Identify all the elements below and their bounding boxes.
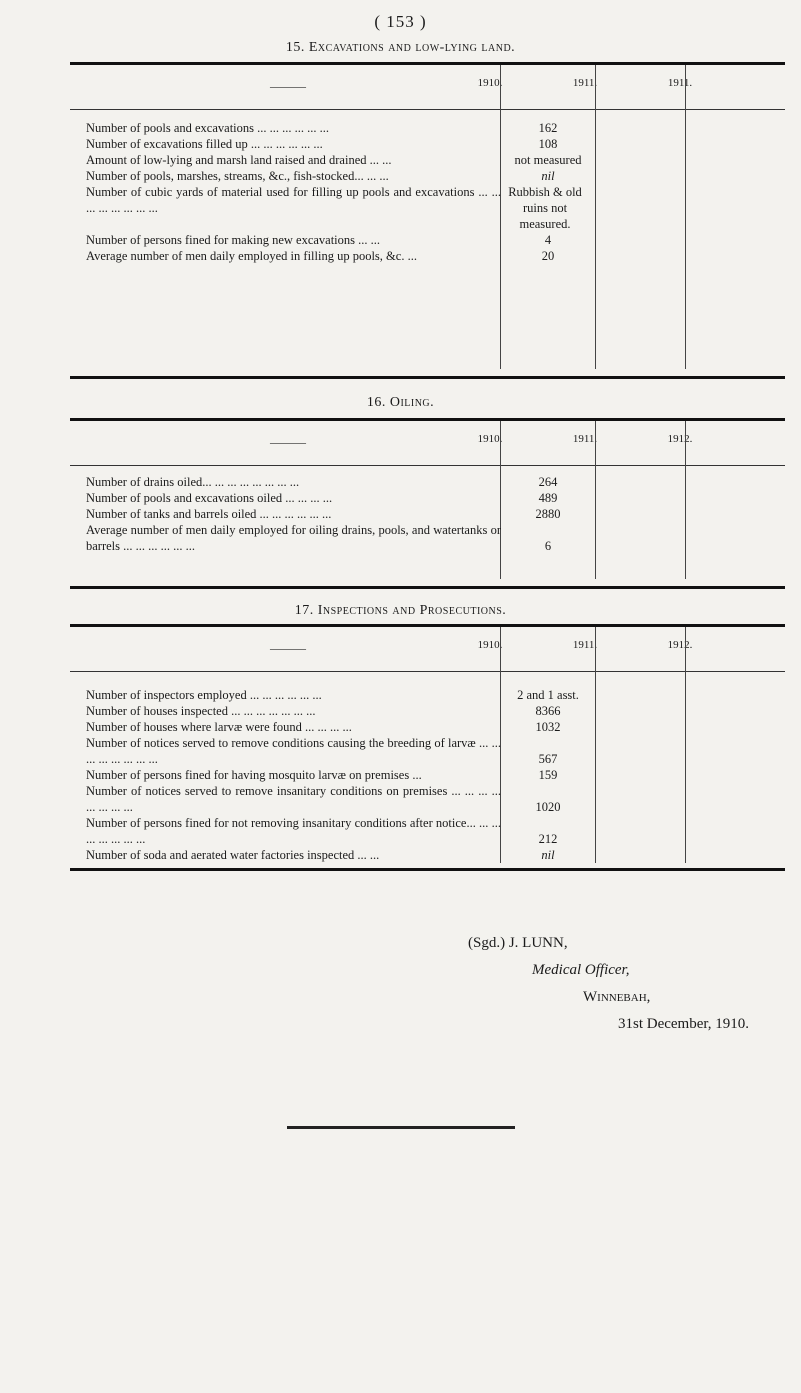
table-row: Number of persons fined for having mosquito larvæ on premises ... bbox=[86, 768, 422, 782]
column-header-1911: 1911. bbox=[572, 433, 598, 445]
cell-value: 8366 bbox=[535, 704, 561, 718]
table-row: Number of houses inspected ... ... ... ... ... ... ... bbox=[86, 704, 316, 718]
table-row: Number of notices served to remove conditions causing the breeding of larvæ ... ... ... ... ... ... ... ... bbox=[86, 736, 501, 766]
column-header-1910: 1910. bbox=[477, 433, 503, 445]
signature-place: Winnebah, bbox=[583, 989, 651, 1005]
column-header-1910: 1910. bbox=[477, 639, 503, 651]
column-header-1911: 1911. bbox=[572, 639, 598, 651]
page-number: ( 153 ) bbox=[374, 12, 427, 31]
section-title-inspections: 17. Inspections and Prosecutions. bbox=[294, 603, 507, 618]
table-row: Number of soda and aerated water factories inspected ... ... bbox=[86, 848, 380, 862]
section-title-oiling: 16. Oiling. bbox=[366, 395, 435, 410]
cell-value: 4 bbox=[544, 233, 552, 247]
column-header-1911b: 1911. bbox=[667, 77, 693, 89]
table-row: Amount of low-lying and marsh land raised and drained ... ... bbox=[86, 153, 392, 167]
table-row: Average number of men daily employed in filling up pools, &c. ... bbox=[86, 249, 417, 263]
table-row: Average number of men daily employed for oiling drains, pools, and watertanks or barrels ... ... ... ... ... ... bbox=[86, 523, 501, 553]
cell-value: 1032 bbox=[535, 720, 561, 734]
table-row: Number of tanks and barrels oiled ... ... ... ... ... ... bbox=[86, 507, 332, 521]
table-row: Number of pools, marshes, streams, &c., fish-stocked... ... ... bbox=[86, 169, 389, 183]
table-row: Number of notices served to remove insanitary conditions on premises ... ... ... ... ... ... ... ... bbox=[86, 784, 501, 814]
column-header-1910: 1910. bbox=[477, 77, 503, 89]
table-excavations bbox=[70, 62, 785, 380]
table-stub: ——— bbox=[270, 79, 306, 93]
cell-value: 20 bbox=[541, 249, 555, 263]
cell-value: 108 bbox=[538, 137, 558, 151]
table-row: Number of persons fined for not removing insanitary conditions after notice... ... ... ... ... ... ... ... bbox=[86, 816, 501, 846]
cell-value: nil bbox=[541, 169, 555, 183]
cell-value: 212 bbox=[538, 832, 558, 846]
table-row: Number of persons fined for making new excavations ... ... bbox=[86, 233, 381, 247]
table-stub: ——— bbox=[270, 435, 306, 449]
cell-value: 1020 bbox=[535, 800, 561, 814]
cell-value: nil bbox=[541, 848, 555, 862]
cell-value: Rubbish & old ruins not measured. bbox=[508, 185, 582, 231]
signature-name: (Sgd.) J. LUNN, bbox=[468, 935, 568, 951]
cell-value: 567 bbox=[538, 752, 558, 766]
cell-value: 489 bbox=[538, 491, 558, 505]
cell-value: 159 bbox=[538, 768, 558, 782]
signature-date: 31st December, 1910. bbox=[618, 1016, 750, 1032]
cell-value: 2 and 1 asst. bbox=[517, 688, 579, 702]
section-title-excavations: 15. Excavations and low-lying land. bbox=[285, 40, 516, 55]
table-row: Number of excavations filled up ... ... ... ... ... ... bbox=[86, 137, 323, 151]
column-header-1911: 1911. bbox=[572, 77, 598, 89]
cell-value: 264 bbox=[538, 475, 558, 489]
column-header-1912: 1912. bbox=[667, 639, 693, 651]
table-row: Number of houses where larvæ were found ... ... ... ... bbox=[86, 720, 352, 734]
closing-rule bbox=[287, 1126, 515, 1129]
cell-value: 2880 bbox=[535, 507, 561, 521]
column-header-1912: 1912. bbox=[667, 433, 693, 445]
table-row: Number of cubic yards of material used for filling up pools and excavations ... ... ... ... ... ... ... ... bbox=[86, 185, 501, 215]
signature-title: Medical Officer, bbox=[532, 962, 630, 978]
table-stub: ——— bbox=[270, 641, 306, 655]
cell-value: 162 bbox=[538, 121, 558, 135]
table-inspections bbox=[70, 624, 785, 870]
table-row: Number of pools and excavations ... ... ... ... ... ... bbox=[86, 121, 330, 135]
cell-value: 6 bbox=[544, 539, 552, 553]
cell-value: not measured bbox=[514, 153, 582, 167]
table-oiling bbox=[70, 418, 785, 588]
table-row: Number of drains oiled... ... ... ... ... ... ... ... bbox=[86, 475, 300, 489]
table-row: Number of inspectors employed ... ... ... ... ... ... bbox=[86, 688, 322, 702]
table-row: Number of pools and excavations oiled ... ... ... ... bbox=[86, 491, 333, 505]
